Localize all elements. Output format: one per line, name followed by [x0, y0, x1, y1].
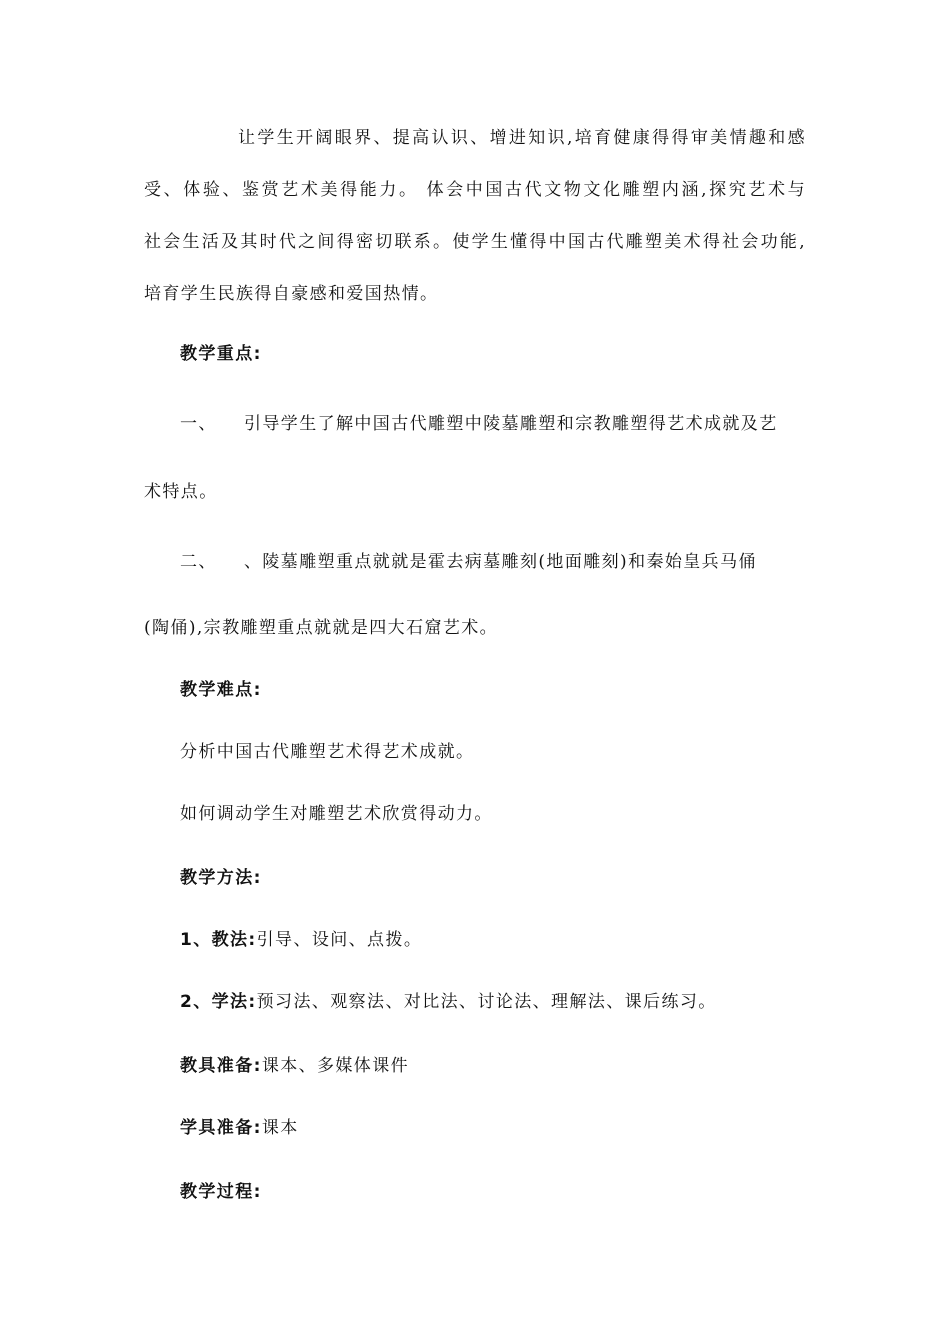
difficulty-line-2: 如何调动学生对雕塑艺术欣赏得动力。 [180, 804, 493, 824]
teaching-tools [180, 1054, 806, 1078]
method-1-text: 引导、设问、点拨。 [256, 930, 423, 950]
method-2-label: 2、学法: [180, 992, 257, 1012]
key-point-2-line-1: 、陵墓雕塑重点就就是霍去病墓雕刻(地面雕刻)和秦始皇兵马俑 [244, 552, 757, 572]
method-item-1 [180, 928, 806, 952]
student-tools-label: 学具准备: [180, 1118, 262, 1138]
method-2-text: 预习法、观察法、对比法、讨论法、理解法、课后练习。 [256, 992, 717, 1012]
teaching-tools-text: 课本、多媒体课件 [261, 1056, 410, 1076]
key-point-item-1 [180, 412, 806, 436]
key-point-1-line-1: 引导学生了解中国古代雕塑中陵墓雕塑和宗教雕塑得艺术成就及艺 [244, 414, 778, 434]
key-points-heading: 教学重点: [180, 344, 262, 364]
intro-line-3: 社会生活及其时代之间得密切联系。使学生懂得中国古代雕塑美术得社会功能, [144, 232, 806, 252]
teaching-tools-label: 教具准备: [180, 1056, 262, 1076]
intro-line-1: 让学生开阔眼界、提高认识、增进知识,培育健康得得审美情趣和感 [238, 128, 806, 148]
method-item-2 [180, 990, 806, 1014]
student-tools [180, 1116, 806, 1140]
key-point-2-marker: 二、 [180, 552, 217, 572]
student-tools-text: 课本 [261, 1118, 299, 1138]
difficulties-heading: 教学难点: [180, 680, 262, 700]
intro-line-2: 受、体验、鉴赏艺术美得能力。 体会中国古代文物文化雕塑内涵,探究艺术与 [144, 180, 806, 200]
method-1-label: 1、教法: [180, 930, 257, 950]
process-heading: 教学过程: [180, 1182, 262, 1202]
key-point-1-marker: 一、 [180, 414, 217, 434]
difficulty-line-1: 分析中国古代雕塑艺术得艺术成就。 [180, 742, 475, 762]
intro-line-4: 培育学生民族得自豪感和爱国热情。 [144, 284, 439, 304]
key-point-1-line-2: 术特点。 [144, 482, 218, 502]
key-point-2-line-2: (陶俑),宗教雕塑重点就就是四大石窟艺术。 [144, 618, 499, 638]
key-point-item-2 [180, 550, 806, 574]
methods-heading: 教学方法: [180, 868, 262, 888]
